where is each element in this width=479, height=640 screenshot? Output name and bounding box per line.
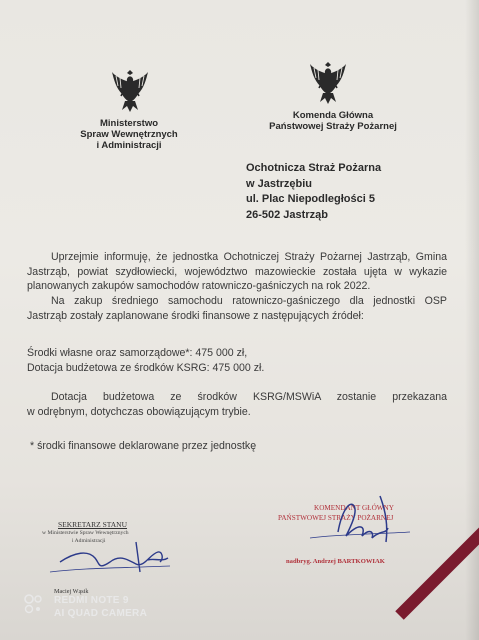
paragraph-2-line2: Jastrząb zostały zaplanowane środki finansowe z następujących źródeł: [27,309,364,322]
signature-left-line2: w Ministerstwie Spraw Wewnętrznych [42,530,129,536]
ministry-header [74,118,184,151]
signature-block-right [270,492,440,592]
funds-own: Środki własne oraz samorządowe*: 475 000 zł, [27,347,248,359]
recipient-address [246,161,381,223]
fire-service-header-line1: Komenda Główna [292,110,374,121]
recipient-line1: Ochotnicza Straż Pożarna [246,162,382,174]
paragraph-3 [27,390,447,419]
funds-list [27,346,447,375]
signature-right-title: KOMENDANT GŁÓWNY [314,504,394,512]
fire-service-header [258,110,408,132]
fire-service-header-line2: Państwowej Straży Pożarnej [269,121,397,132]
polish-eagle-emblem-icon [308,60,348,106]
signature-left-line3: i Administracji [72,538,106,544]
paragraph-2-line1: Na zakup średniego samochodu ratowniczo-gaśniczego dla jednostki OSP [51,295,447,307]
ministry-header-line3: i Administracji [96,140,162,151]
paragraph-1-line1: Uprzejmie informuję, że jednostka Ochotniczej Straży Pożarnej Jastrząb, Gmina [51,251,447,263]
footnote-text: * środki finansowe deklarowane przez jednostkę [30,440,257,452]
handwritten-signature-left-icon [40,532,190,582]
camera-watermark-line2: AI QUAD CAMERA [54,608,148,619]
signature-left-title: SEKRETARZ STANU [58,520,128,529]
polish-eagle-emblem-icon [110,68,150,114]
paragraph-1-line2: Jastrząb, powiat szydłowiecki, województwo mazowieckie została ujęta w wykazie [27,265,447,278]
paragraph-1 [27,250,447,294]
signature-right-line2: PAŃSTWOWEJ STRAŻY POŻARNEJ [278,514,394,522]
funds-ksrg: Dotacja budżetowa ze środków KSRG: 475 000 zł. [27,361,265,374]
paragraph-3-line2: w odrębnym, dotychczas obowiązującym trybie. [27,405,251,418]
camera-watermark-line1: REDMI NOTE 9 [54,595,129,606]
ministry-header-line1: Ministerstwo [99,118,159,129]
recipient-line4: 26-502 Jastrząb [246,208,328,221]
footnote [30,439,450,454]
signature-right-name: nadbryg. Andrzej BARTKOWIAK [286,558,385,565]
camera-lens-icon [24,594,42,620]
signature-left-name: Maciej Wąsik [54,588,89,595]
paragraph-1-line3: planowanych zakupów samochodów ratowniczo-gaśniczych na rok 2022. [27,280,371,292]
ministry-header-line2: Spraw Wewnętrznych [80,129,178,140]
paragraph-2 [27,294,447,323]
recipient-line3: ul. Plac Niepodległości 5 [246,193,375,205]
recipient-line2: w Jastrzębiu [246,177,313,190]
camera-watermark-text [54,594,147,620]
paragraph-3-line1: Dotacja budżetowa ze środków KSRG/MSWiA zostanie przekazana [51,391,447,403]
